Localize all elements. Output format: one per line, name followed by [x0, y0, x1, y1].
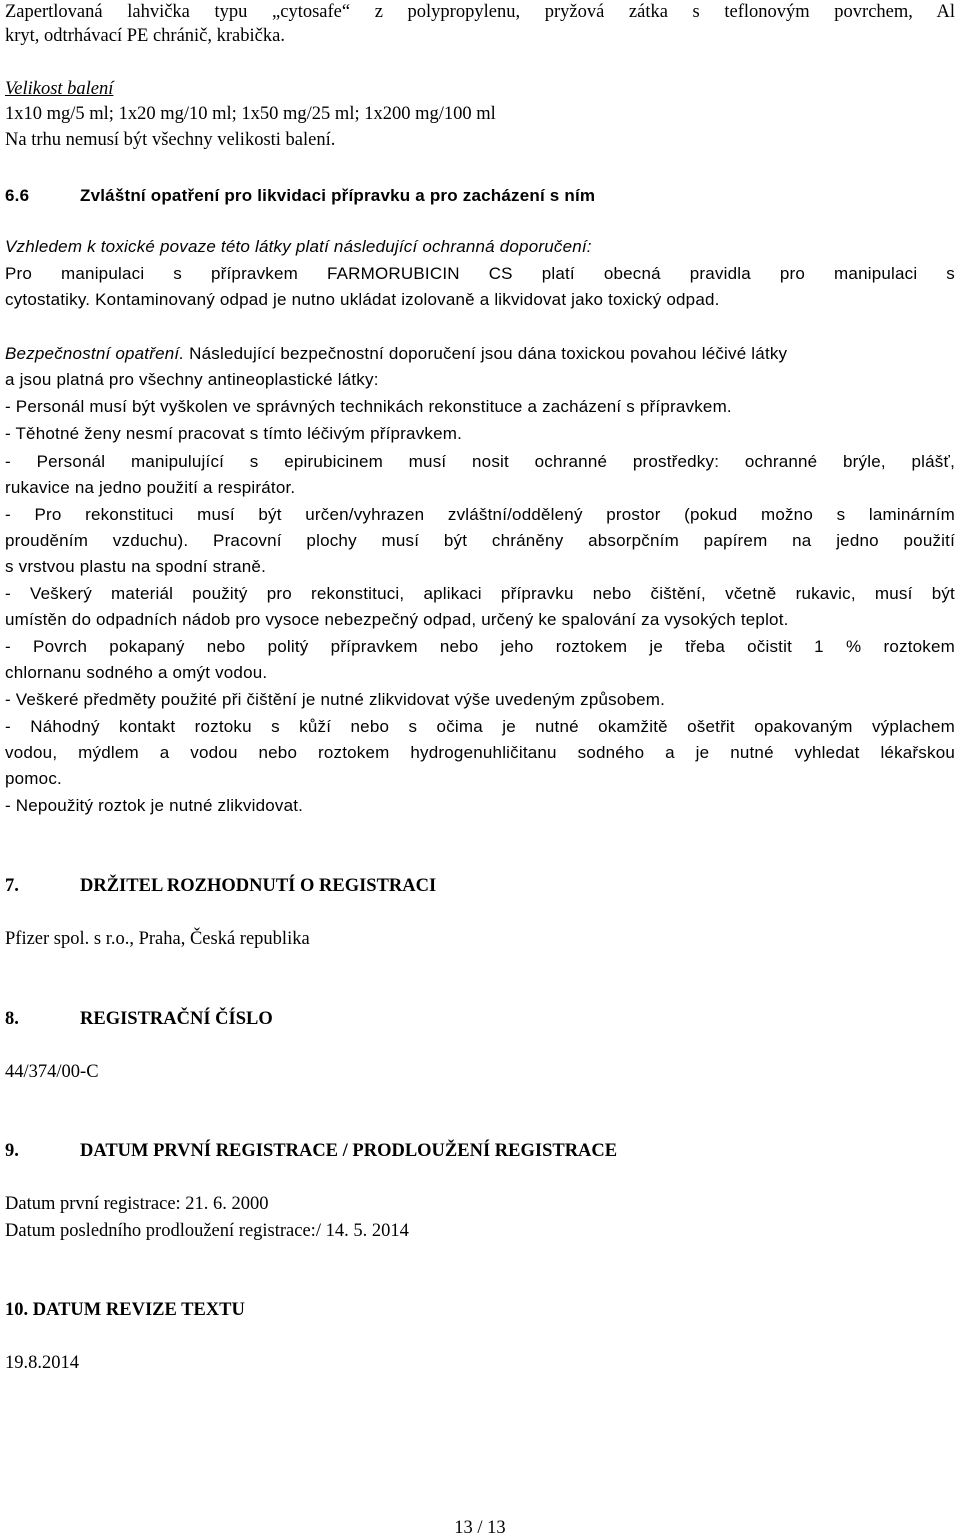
bullet-4-line-3: s vrstvou plastu na spodní straně.	[5, 557, 266, 576]
first-registration-date: Datum první registrace: 21. 6. 2000	[5, 1194, 269, 1214]
bullet-6-line-1: - Povrch pokapaný nebo politý přípravkem nebo jeho roztokem je třeba očistit 1 % roztokem	[5, 637, 955, 656]
section-7-number: 7.	[5, 876, 19, 896]
section-6-6-p1-line-2: cytostatiky. Kontaminovaný odpad je nutno ukládat izolovaně a likvidovat jako toxický odpad.	[5, 290, 720, 309]
safety-line-1-text: Následující bezpečnostní doporučení jsou dána toxickou povahou léčivé látky	[184, 344, 788, 363]
intro-line-1: Zapertlovaná lahvička typu „cytosafe“ z polypropylenu, pryžová zátka s teflonovým povrchem, Al	[5, 2, 955, 22]
intro-line-2: kryt, odtrhávací PE chránič, krabička.	[5, 26, 285, 46]
page-number: 13 / 13	[454, 1518, 506, 1538]
bullet-4-line-1: - Pro rekonstituci musí být určen/vyhrazen zvláštní/oddělený prostor (pokud možno s laminárním	[5, 505, 955, 524]
section-8-title: REGISTRAČNÍ ČÍSLO	[80, 1009, 273, 1029]
renewal-date: Datum posledního prodloužení registrace:/ 14. 5. 2014	[5, 1221, 409, 1241]
bullet-6-line-2: chlornanu sodného a omýt vodou.	[5, 663, 268, 682]
bullet-5-line-2: umístěn do odpadních nádob pro vysoce nebezpečný odpad, určený ke spalování za vysokých teplot.	[5, 610, 789, 629]
bullet-2: - Těhotné ženy nesmí pracovat s tímto léčivým přípravkem.	[5, 424, 463, 443]
bullet-7: - Veškeré předměty použité při čištění je nutné zlikvidovat výše uvedeným způsobem.	[5, 690, 666, 709]
bullet-8-line-1: - Náhodný kontakt roztoku s kůží nebo s očima je nutné okamžitě ošetřit opakovaným výplachem	[5, 717, 955, 736]
section-9-title: DATUM PRVNÍ REGISTRACE / PRODLOUŽENÍ REGISTRACE	[80, 1141, 618, 1161]
revision-date: 19.8.2014	[5, 1353, 79, 1373]
bullet-3-line-1: - Personál manipulující s epirubicinem musí nosit ochranné prostředky: ochranné brýle, plášť,	[5, 452, 955, 471]
bullet-1: - Personál musí být vyškolen ve správných technikách rekonstituce a zacházení s přípravkem.	[5, 397, 732, 416]
section-7-title: DRŽITEL ROZHODNUTÍ O REGISTRACI	[80, 876, 437, 896]
bullet-9: - Nepoužitý roztok je nutné zlikvidovat.	[5, 796, 304, 815]
section-6-6-number: 6.6	[5, 186, 30, 205]
bullet-5-line-1: - Veškerý materiál použitý pro rekonstituci, aplikaci přípravku nebo čištění, včetně rukavic, musí být	[5, 584, 955, 603]
pack-size-line-1: 1x10 mg/5 ml; 1x20 mg/10 ml; 1x50 mg/25 ml; 1x200 mg/100 ml	[5, 104, 496, 124]
pack-size-line-2: Na trhu nemusí být všechny velikosti balení.	[5, 130, 336, 150]
registration-number: 44/374/00-C	[5, 1062, 99, 1082]
bullet-8-line-3: pomoc.	[5, 769, 62, 788]
safety-line-2: a jsou platná pro všechny antineoplastické látky:	[5, 370, 379, 389]
pack-size-heading: Velikost balení	[5, 79, 114, 99]
bullet-4-line-2: prouděním vzduchu). Pracovní plochy musí být chráněny absorpčním papírem na jedno použití	[5, 531, 955, 550]
section-6-6-p1-line-1: Pro manipulaci s přípravkem FARMORUBICIN CS platí obecná pravidla pro manipulaci s	[5, 264, 955, 283]
bullet-3-line-2: rukavice na jedno použití a respirátor.	[5, 478, 296, 497]
section-6-6-title: Zvláštní opatření pro likvidaci přípravku a pro zacházení s ním	[80, 186, 596, 205]
section-8-number: 8.	[5, 1009, 19, 1029]
section-10-title: 10. DATUM REVIZE TEXTU	[5, 1300, 245, 1320]
safety-line-1	[5, 342, 955, 366]
section-6-6-intro: Vzhledem k toxické povaze této látky platí následující ochranná doporučení:	[5, 237, 592, 256]
section-9-number: 9.	[5, 1141, 19, 1161]
section-7-holder: Pfizer spol. s r.o., Praha, Česká republika	[5, 929, 310, 949]
bullet-8-line-2: vodou, mýdlem a vodou nebo roztokem hydrogenuhličitanu sodného a je nutné vyhledat lékařskou	[5, 743, 955, 762]
safety-label: Bezpečnostní opatření.	[5, 344, 185, 363]
